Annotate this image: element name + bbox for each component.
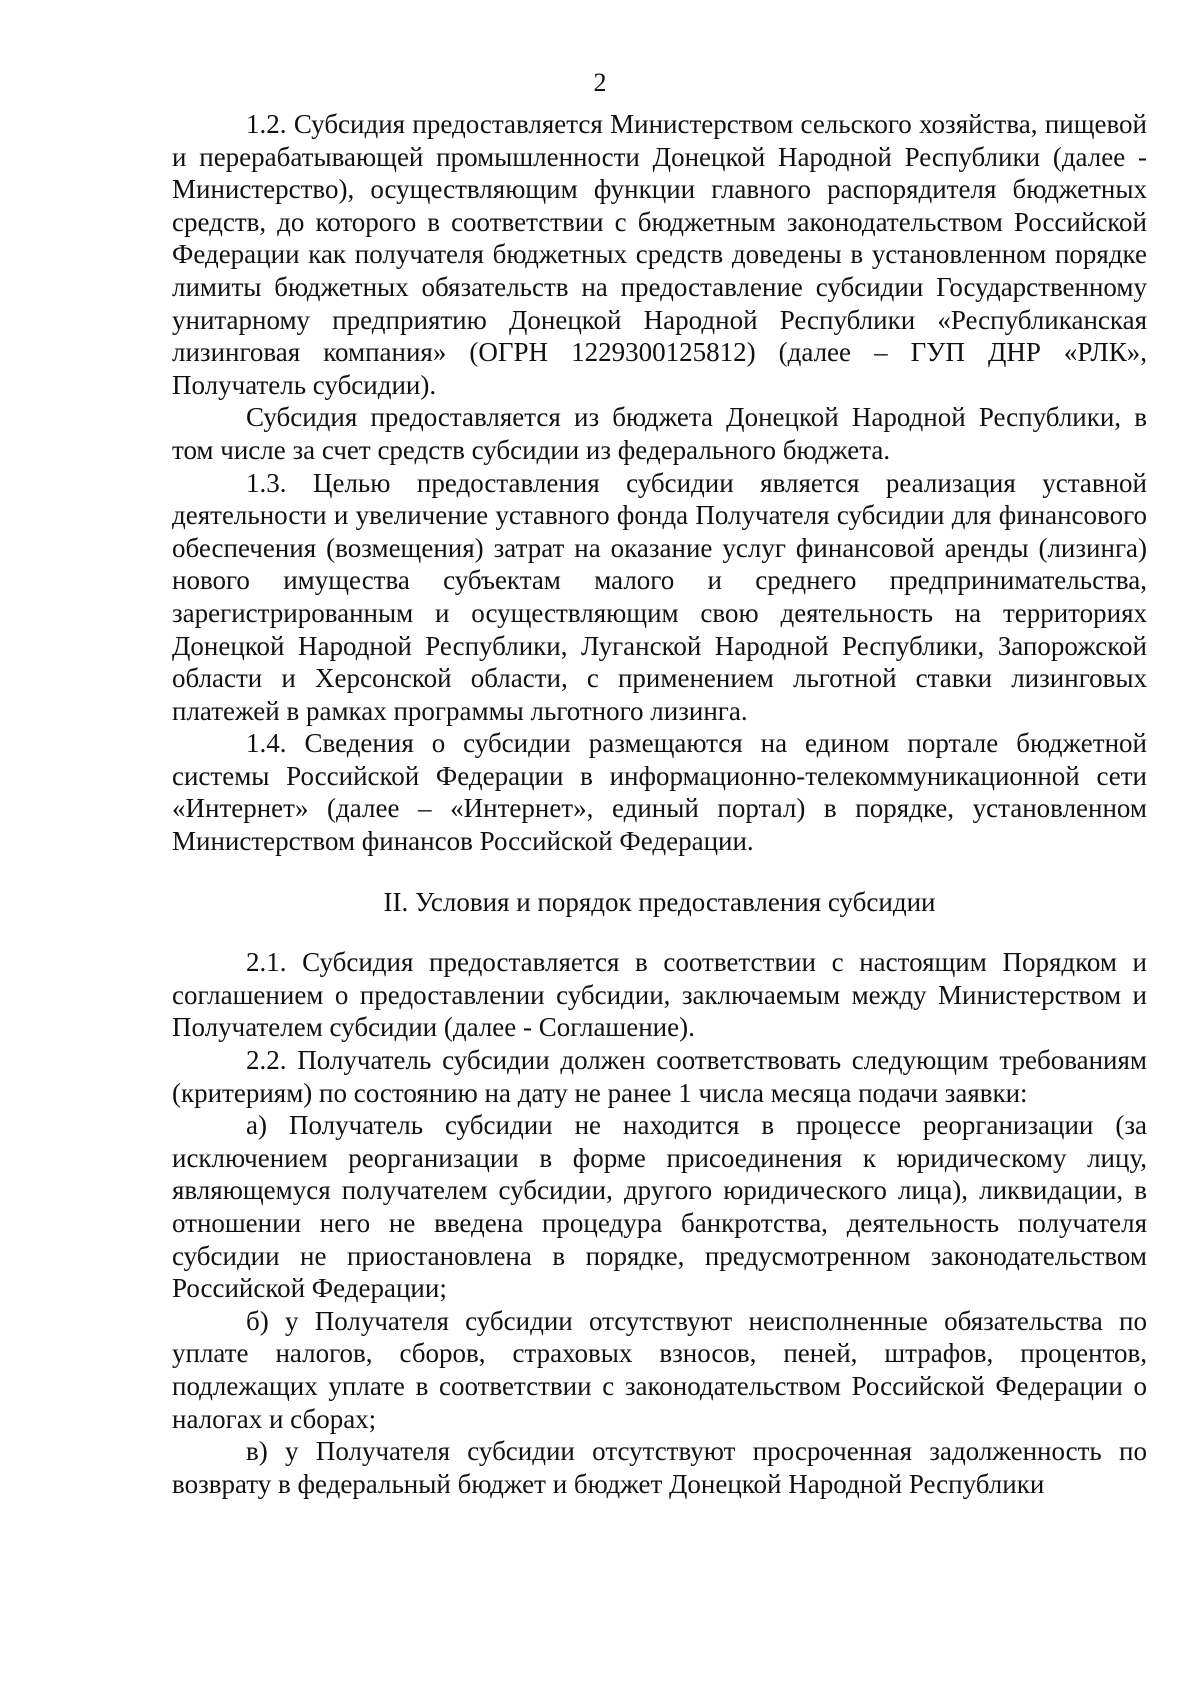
paragraph-1-2: 1.2. Субсидия предоставляется Министерством сельского хозяйства, пищевой и перерабатывающей промышленности Донецкой Народной Республики (далее - Министерство), осуществляющим функции главного распорядителя бюджетных средств, до которого в соответствии с бюджетным законодательством Российской Федерации как получателя бюджетных средств доведены в установленном порядке лимиты бюджетных обязательств на предоставление субсидии Государственному унитарному предприятию Донецкой Народной Республики «Республиканская лизинговая компания» (ОГРН 1229300125812) (далее – ГУП ДНР «РЛК», Получатель субсидии).: [172, 109, 1147, 400]
document-body: [172, 108, 1147, 1500]
paragraph-1-4: 1.4. Сведения о субсидии размещаются на едином портале бюджетной системы Российской Федерации в информационно-телекоммуникационной сети «Интернет» (далее – «Интернет», единый портал) в порядке, установленном Министерством финансов Российской Федерации.: [172, 728, 1147, 857]
paragraph-item-a: а) Получатель субсидии не находится в процессе реорганизации (за исключением реорганизации в форме присоединения к юридическому лицу, являющемуся получателем субсидии, другого юридического лица), ликвидации, в отношении него не введена процедура банкротства, деятельность получателя субсидии не приостановлена в порядке, предусмотренном законодательством Российской Федерации;: [172, 1110, 1147, 1304]
paragraph-1-3: 1.3. Целью предоставления субсидии является реализация уставной деятельности и увеличение уставного фонда Получателя субсидии для финансового обеспечения (возмещения) затрат на оказание услуг финансовой аренды (лизинга) нового имущества субъектам малого и среднего предпринимательства, зарегистрированным и осуществляющим свою деятельность на территориях Донецкой Народной Республики, Луганской Народной Республики, Запорожской области и Херсонской области, с применением льготной ставки лизинговых платежей в рамках программы льготного лизинга.: [172, 467, 1147, 726]
page-number: 2: [593, 68, 607, 97]
paragraph-item-b: б) у Получателя субсидии отсутствуют неисполненные обязательства по уплате налогов, сборов, страховых взносов, пеней, штрафов, процентов, подлежащих уплате в соответствии с законодательством Российской Федерации о налогах и сборах;: [172, 1305, 1147, 1434]
section-heading: II. Условия и порядок предоставления субсидии: [383, 886, 936, 917]
paragraph-2-1: 2.1. Субсидия предоставляется в соответствии с настоящим Порядком и соглашением о предоставлении субсидии, заключаемым между Министерством и Получателем субсидии (далее - Соглашение).: [172, 947, 1147, 1043]
paragraph-budget-source: Субсидия предоставляется из бюджета Донецкой Народной Республики, в том числе за счет средств субсидии из федерального бюджета.: [172, 402, 1147, 465]
paragraph-item-v: в) у Получателя субсидии отсутствуют просроченная задолженность по возврату в федеральный бюджет и бюджет Донецкой Народной Республики: [172, 1436, 1147, 1499]
paragraph-2-2: 2.2. Получатель субсидии должен соответствовать следующим требованиям (критериям) по состоянию на дату не ранее 1 числа месяца подачи заявки:: [172, 1045, 1147, 1108]
